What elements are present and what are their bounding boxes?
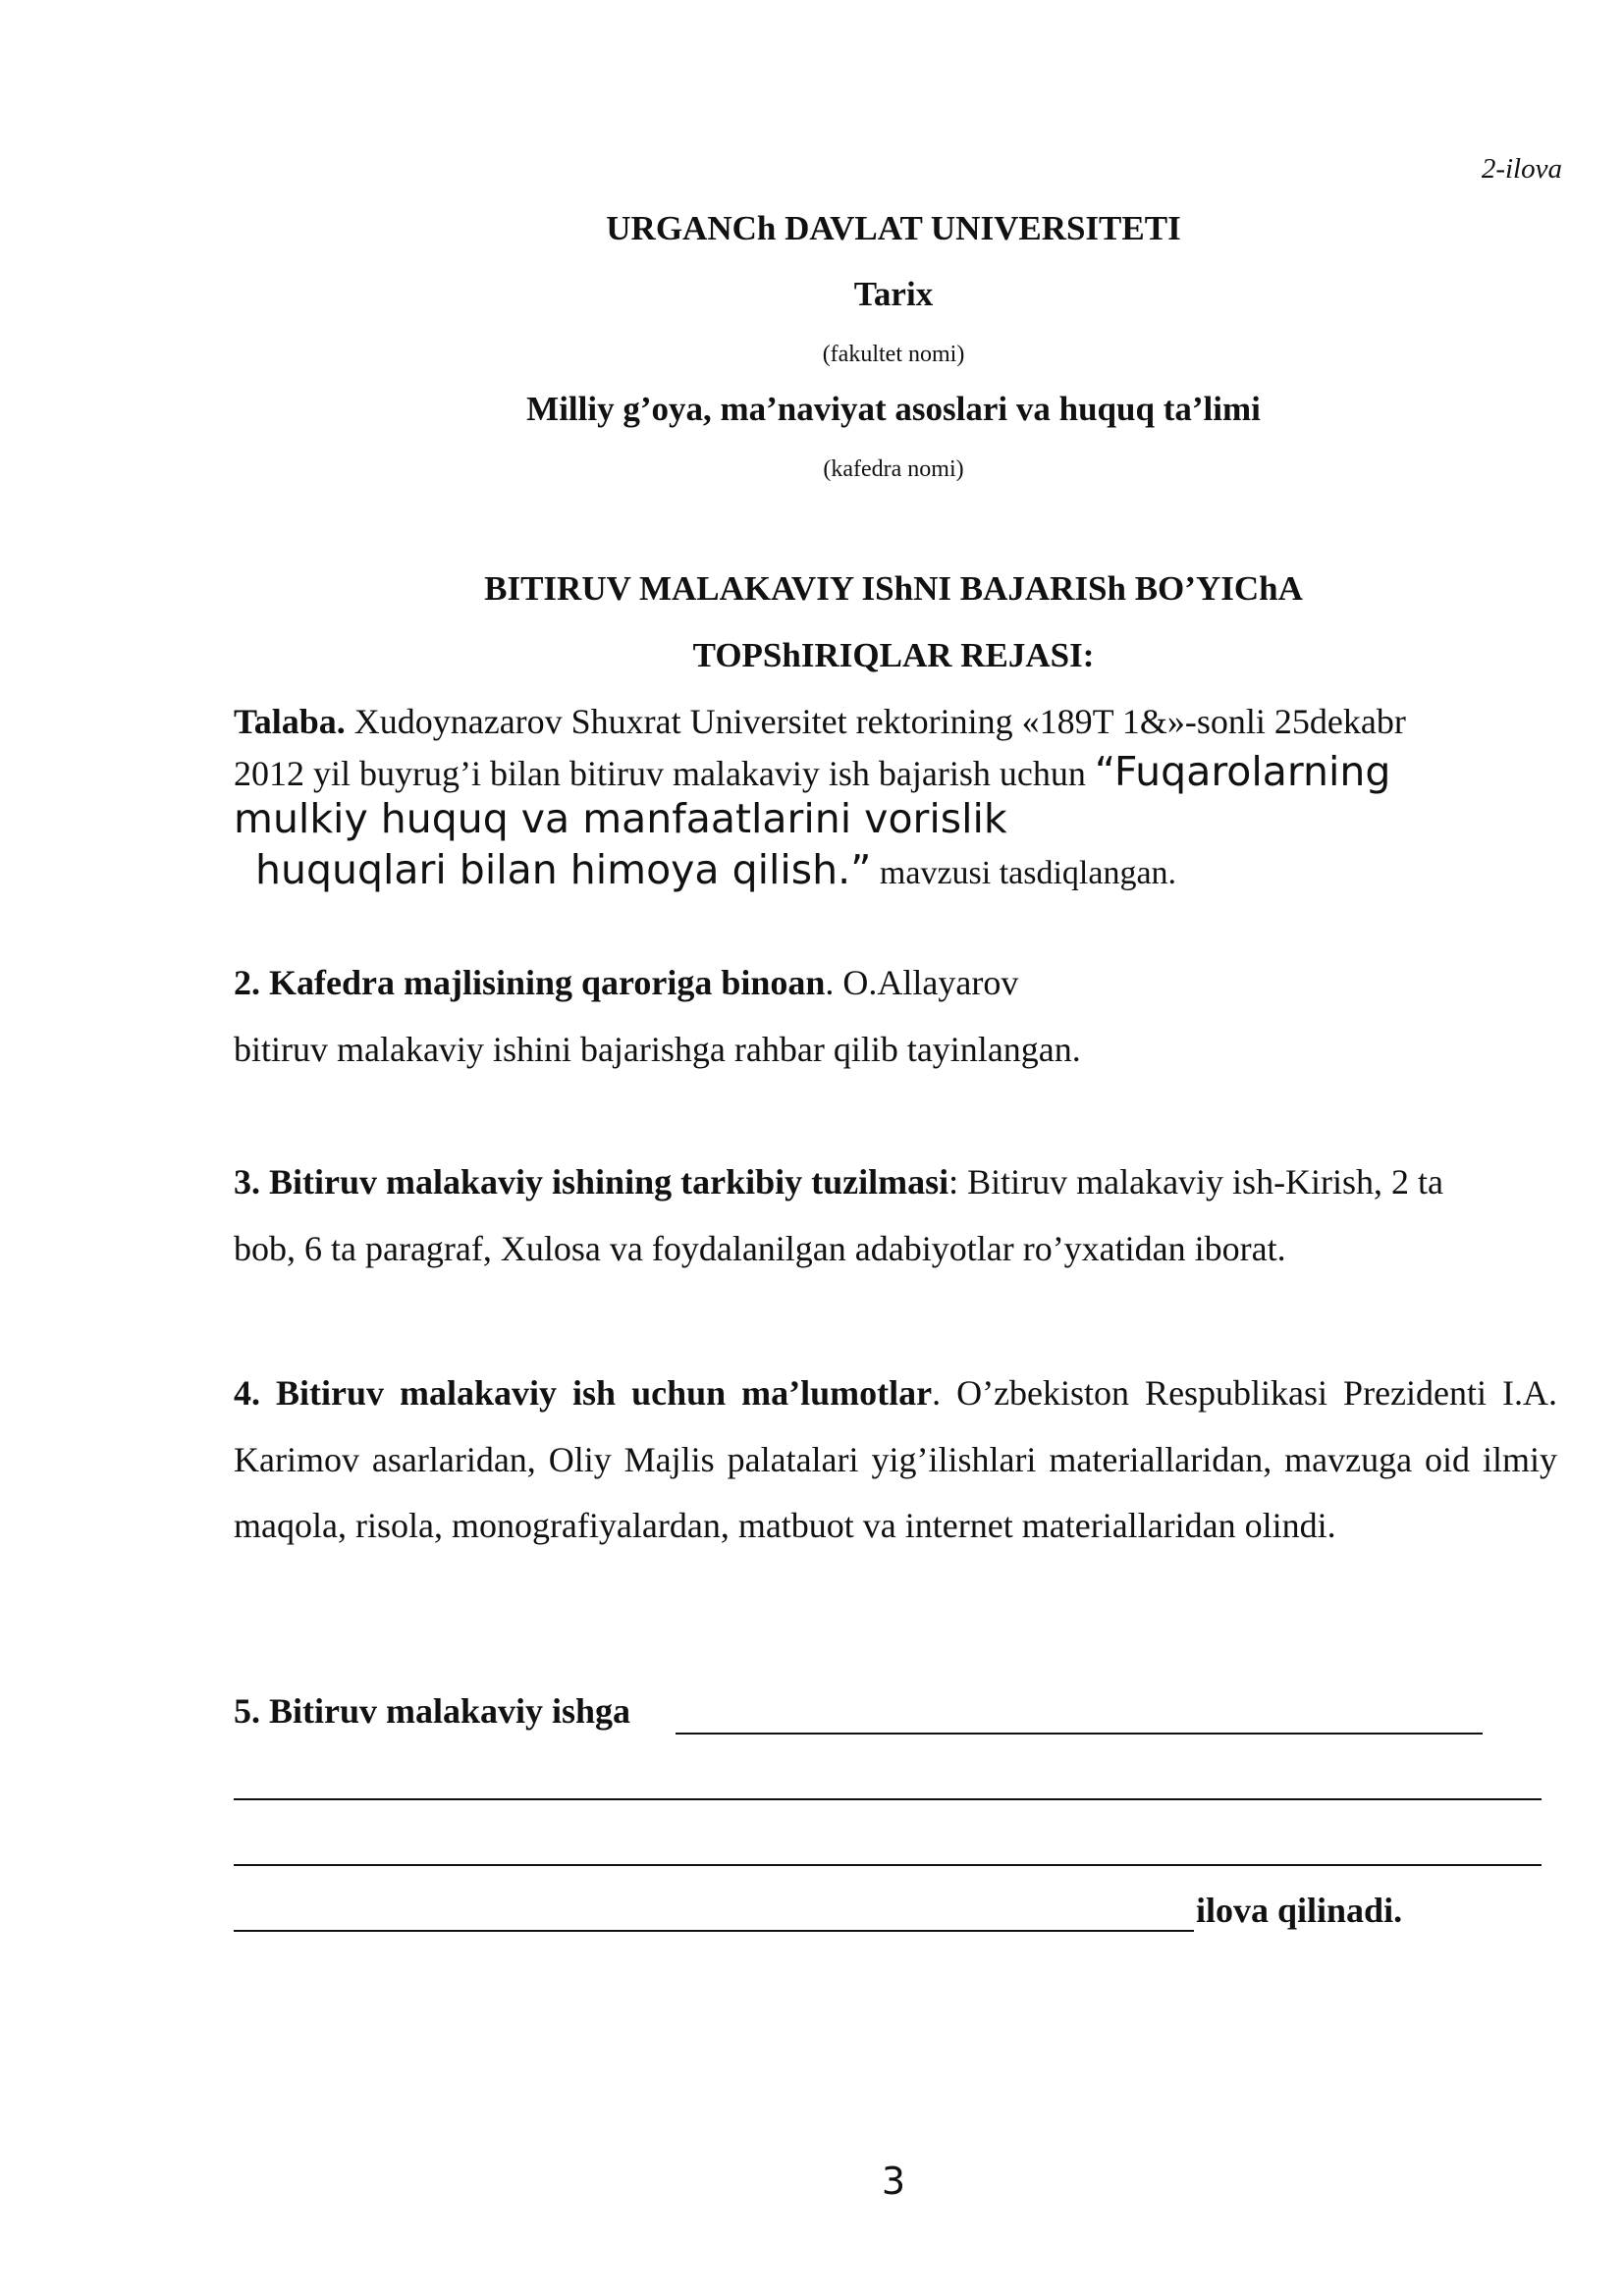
student-text-b: 2012 yil buyrug’i bilan bitiruv malakaviy ish bajarish uchun [234, 754, 1095, 793]
structure-line2: bob, 6 ta paragraf, Xulosa va foydalanilgan adabiyotlar ro’yxatidan iborat. [234, 1229, 1286, 1268]
department-caption: (kafedra nomi) [823, 456, 964, 482]
structure-text-a: : Bitiruv malakaviy ish-Kirish, 2 ta [948, 1162, 1444, 1201]
document-title-line2: TOPShIRIQLAR REJASI: [692, 636, 1095, 674]
attachments-label: 5. Bitiruv malakaviy ishga [234, 1691, 631, 1731]
attachments-tail: ilova qilinadi. [1196, 1891, 1403, 1930]
document-title-line1: BITIRUV MALAKAVIY IShNI BAJARISh BO’YIChA [484, 569, 1303, 608]
structure-line1 [234, 1161, 1443, 1202]
materials-text: . O’zbekiston Respublikasi Prezidenti I.A. Karimov asarlaridan, Oliy Majlis palatalari yig’ilishlari materiallaridan, mavzuga oid ilmiy maqola, risola, monografiyalardan, matbuot va internet materiallaridan olindi. [234, 1373, 1557, 1545]
attachments-blank-2 [234, 1798, 1542, 1800]
thesis-topic-b: mulkiy huquq va manfaatlarini vorislik [234, 795, 1007, 842]
student-label: Talaba. [234, 702, 346, 741]
student-paragraph-line4 [255, 846, 1176, 893]
student-text-a: Xudoynazarov Shuxrat Universitet rektorining «189T 1&»-sonli 25dekabr [345, 702, 1406, 741]
supervisor-line1 [234, 962, 1018, 1003]
attachments-blank-4 [234, 1930, 1194, 1932]
student-tail: mavzusi tasdiqlangan. [871, 855, 1177, 891]
faculty-name: Tarix [853, 275, 934, 313]
attachments-blank-3 [234, 1864, 1542, 1866]
attachments-blank-1 [676, 1733, 1483, 1735]
annex-label: 2-ilova [1481, 153, 1562, 185]
materials-label: 4. Bitiruv malakaviy ish uchun ma’lumotlar [234, 1373, 933, 1413]
faculty-caption: (fakultet nomi) [822, 342, 965, 367]
student-paragraph-line1 [234, 701, 1406, 742]
supervisor-line2: bitiruv malakaviy ishini bajarishga rahbar qilib tayinlangan. [234, 1030, 1081, 1069]
thesis-topic-c: huquqlari bilan himoya qilish.” [255, 846, 872, 893]
page-number: 3 [881, 2160, 906, 2203]
student-paragraph-line2 [234, 748, 1390, 795]
department-name: Milliy g’oya, ma’naviyat asoslari va huquq ta’limi [526, 390, 1261, 428]
university-name: URGANCh DAVLAT UNIVERSITETI [606, 209, 1181, 247]
structure-label: 3. Bitiruv malakaviy ishining tarkibiy tuzilmasi [234, 1162, 949, 1201]
supervisor-label: 2. Kafedra majlisining qaroriga binoan [234, 963, 826, 1002]
materials-paragraph [234, 1361, 1557, 1560]
supervisor-text-a: . O.Allayarov [825, 963, 1019, 1002]
thesis-topic-a: “Fuqarolarning [1094, 748, 1391, 795]
